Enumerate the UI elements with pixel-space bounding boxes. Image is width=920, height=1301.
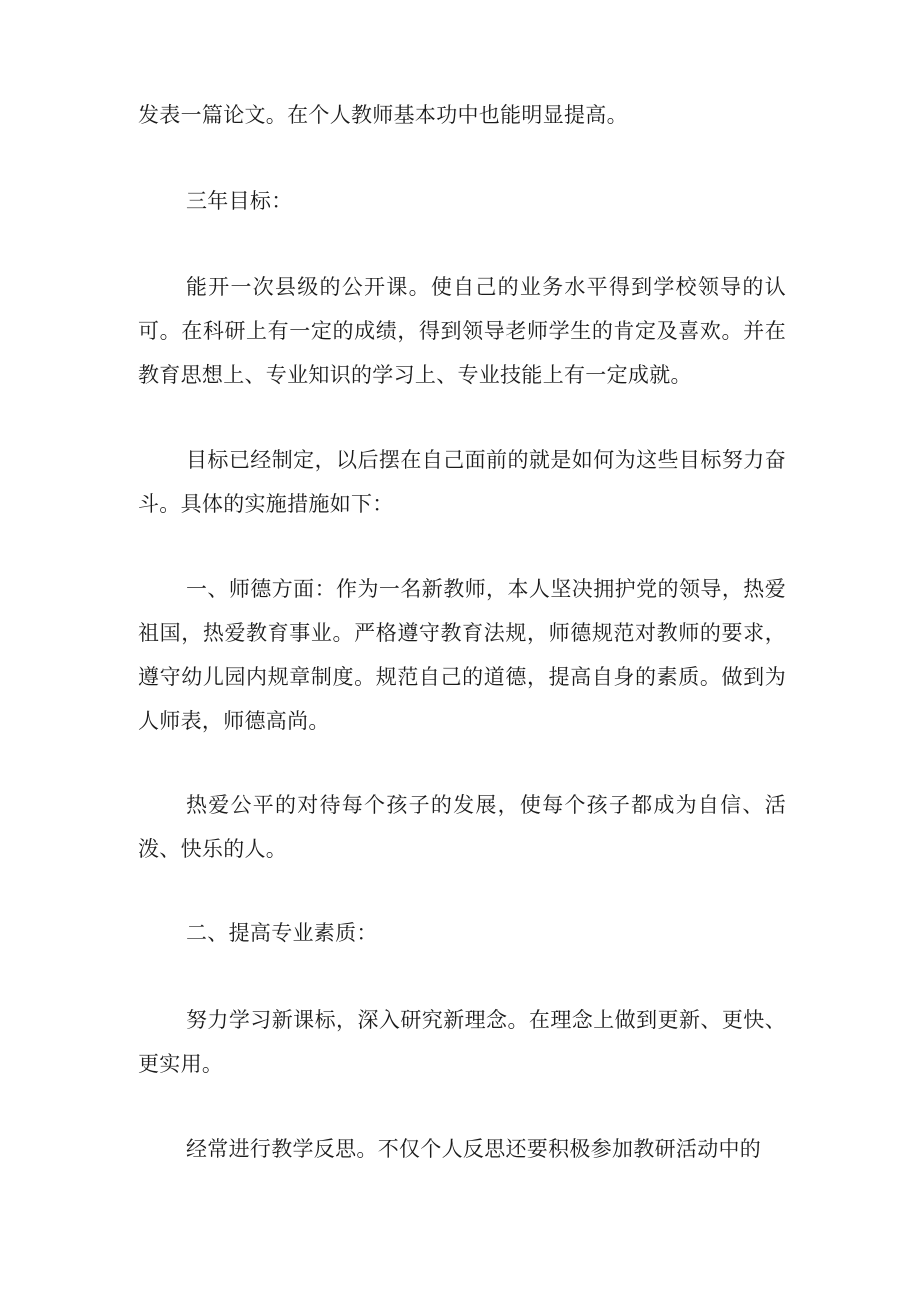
paragraph-new-curriculum: 努力学习新课标，深入研究新理念。在理念上做到更新、更快、更实用。 [138,1008,786,1076]
paragraph-teaching-reflection: 经常进行教学反思。不仅个人反思还要积极参加教研活动中的 [186,1137,762,1161]
paragraph-three-year-goal: 能开一次县级的公开课。使自己的业务水平得到学校领导的认可。在科研上有一定的成绩，得到领导老师学生的肯定及喜欢。并在教育思想上、专业知识的学习上、专业技能上有一定成就。 [138,275,786,387]
paragraph-publish-paper: 发表一篇论文。在个人教师基本功中也能明显提高。 [138,103,628,127]
paragraph-goals-set: 目标已经制定，以后摆在自己面前的就是如何为这些目标努力奋斗。具体的实施措施如下： [138,448,786,516]
heading-professional-quality: 二、提高专业素质： [186,921,378,945]
paragraph-fair-treatment: 热爱公平的对待每个孩子的发展，使每个孩子都成为自信、活泼、快乐的人。 [138,793,786,861]
paragraph-teacher-ethics: 一、师德方面：作为一名新教师，本人坚决拥护党的领导，热爱祖国，热爱教育事业。严格遵守教育法规，师德规范对教师的要求，遵守幼儿园内规章制度。规范自己的道德，提高自身的素质。做到为人师表，师德高尚。 [138,577,786,733]
heading-three-year-goal: 三年目标： [186,189,293,213]
